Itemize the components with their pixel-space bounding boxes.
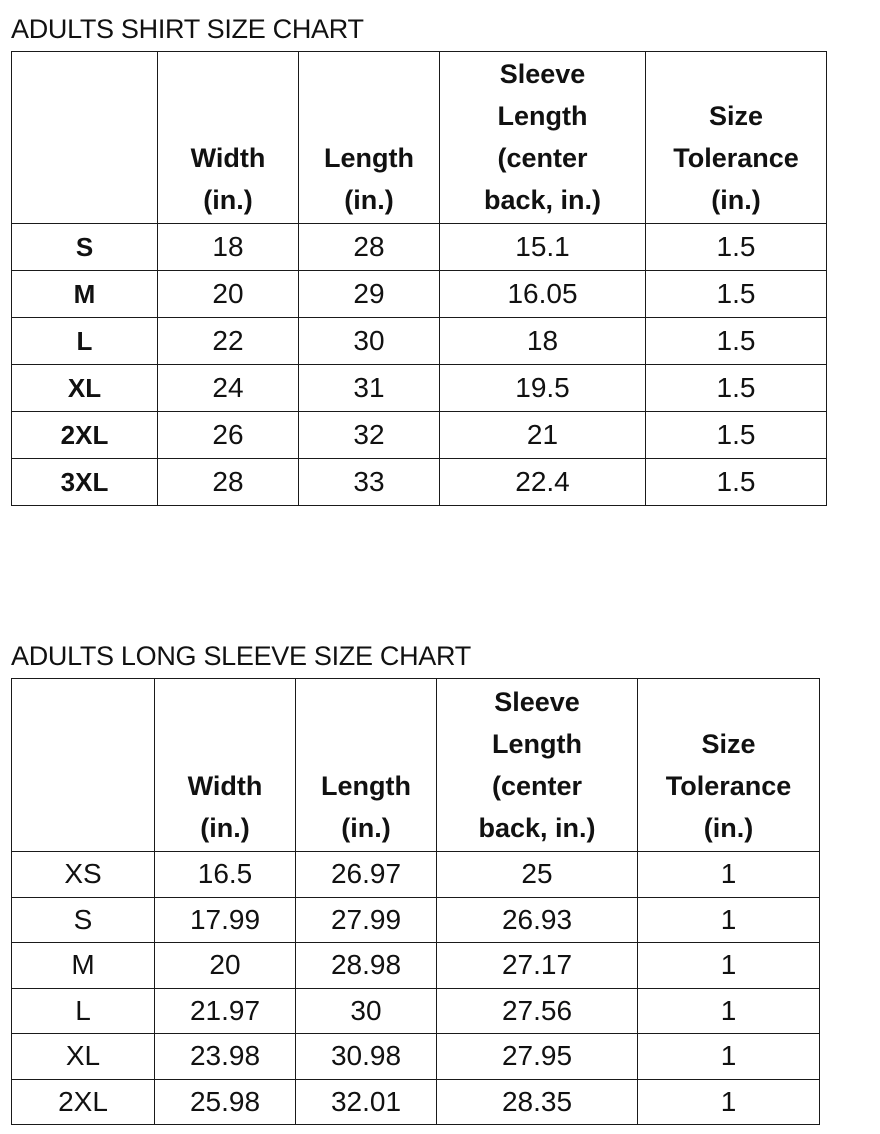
header-line: (in.) [203,185,253,215]
size-cell: M [12,943,155,989]
width-cell: 20 [155,943,296,989]
tolerance-cell: 1.5 [646,412,827,459]
tolerance-cell: 1.5 [646,365,827,412]
sleeve-length-column-header [437,679,638,852]
width-cell: 28 [158,459,299,506]
size-cell: 3XL [12,459,158,506]
tolerance-cell: 1.5 [646,459,827,506]
width-cell: 26 [158,412,299,459]
header-line: Tolerance [673,143,799,173]
tolerance-cell: 1 [638,943,820,989]
length-column-header [296,679,437,852]
width-column-header [155,679,296,852]
sleeve-length-cell: 25 [437,852,638,898]
sleeve-length-cell: 16.05 [440,271,646,318]
sleeve-length-cell: 27.17 [437,943,638,989]
long-sleeve-size-table [11,678,820,1125]
size-cell: L [12,318,158,365]
table-header-row [12,679,820,852]
width-cell: 16.5 [155,852,296,898]
header-line: Size [708,101,764,131]
size-cell: M [12,271,158,318]
width-cell: 25.98 [155,1079,296,1125]
header-line: Length [492,729,582,759]
length-cell: 29 [299,271,440,318]
size-tolerance-column-header [638,679,820,852]
length-cell: 28 [299,224,440,271]
size-cell: XL [12,1034,155,1080]
length-cell: 27.99 [296,897,437,943]
header-line: (in.) [341,813,391,843]
header-line: Width [187,771,263,801]
tolerance-cell: 1.5 [646,318,827,365]
size-column-header [12,52,158,224]
table-row [12,988,820,1034]
width-cell: 20 [158,271,299,318]
header-line: (center [491,771,583,801]
header-line: (in.) [711,185,761,215]
sleeve-length-cell: 15.1 [440,224,646,271]
header-line: Length [497,101,588,131]
shirt-size-chart-title: ADULTS SHIRT SIZE CHART [11,14,364,44]
size-cell: 2XL [12,412,158,459]
length-cell: 33 [299,459,440,506]
shirt-size-table [11,51,827,506]
size-tolerance-column-header [646,52,827,224]
header-line: back, in.) [483,185,602,215]
width-cell: 18 [158,224,299,271]
header-line: (in.) [703,813,754,843]
width-cell: 22 [158,318,299,365]
header-line: Sleeve [494,687,580,717]
length-column-header [299,52,440,224]
table-row [12,365,827,412]
size-cell: XS [12,852,155,898]
tolerance-cell: 1 [638,1034,820,1080]
tolerance-cell: 1.5 [646,271,827,318]
length-cell: 30 [296,988,437,1034]
size-cell: S [12,897,155,943]
size-column-header [12,679,155,852]
table-row [12,943,820,989]
sleeve-length-cell: 19.5 [440,365,646,412]
length-cell: 30 [299,318,440,365]
sleeve-length-cell: 22.4 [440,459,646,506]
table-row [12,459,827,506]
width-cell: 21.97 [155,988,296,1034]
length-cell: 28.98 [296,943,437,989]
length-cell: 31 [299,365,440,412]
header-line: (center [497,143,588,173]
table-row [12,897,820,943]
sleeve-length-cell: 21 [440,412,646,459]
header-line: Length [321,771,411,801]
table-row [12,318,827,365]
tolerance-cell: 1 [638,988,820,1034]
header-line: (in.) [344,185,394,215]
table-row [12,271,827,318]
length-cell: 32.01 [296,1079,437,1125]
width-cell: 24 [158,365,299,412]
tolerance-cell: 1 [638,1079,820,1125]
sleeve-length-column-header [440,52,646,224]
header-line: Size [701,729,756,759]
size-cell: L [12,988,155,1034]
tolerance-cell: 1 [638,897,820,943]
length-cell: 30.98 [296,1034,437,1080]
header-line: back, in.) [478,813,596,843]
table-row [12,224,827,271]
sleeve-length-cell: 28.35 [437,1079,638,1125]
sleeve-length-cell: 27.56 [437,988,638,1034]
tolerance-cell: 1 [638,852,820,898]
width-cell: 23.98 [155,1034,296,1080]
size-cell: XL [12,365,158,412]
header-line: Width [190,143,266,173]
size-cell: S [12,224,158,271]
table-header-row [12,52,827,224]
tolerance-cell: 1.5 [646,224,827,271]
header-line: Length [324,143,414,173]
width-column-header [158,52,299,224]
header-line: Sleeve [499,59,586,89]
sleeve-length-cell: 27.95 [437,1034,638,1080]
sleeve-length-cell: 26.93 [437,897,638,943]
header-line: (in.) [200,813,250,843]
table-row [12,1079,820,1125]
table-row [12,1034,820,1080]
length-cell: 26.97 [296,852,437,898]
header-line: Tolerance [665,771,792,801]
length-cell: 32 [299,412,440,459]
table-row [12,852,820,898]
long-sleeve-size-chart-title: ADULTS LONG SLEEVE SIZE CHART [11,641,471,671]
sleeve-length-cell: 18 [440,318,646,365]
width-cell: 17.99 [155,897,296,943]
size-cell: 2XL [12,1079,155,1125]
table-row [12,412,827,459]
